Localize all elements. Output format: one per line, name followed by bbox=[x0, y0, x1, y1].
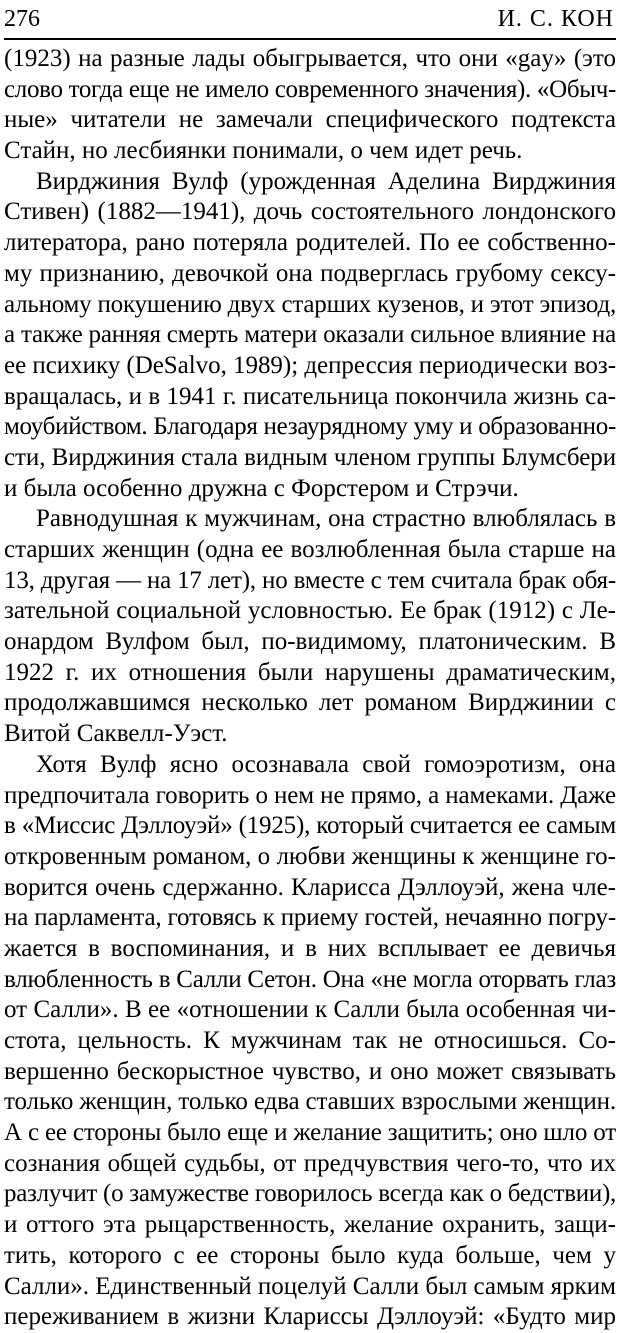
text-line: и оттого эта рыцарственность, желание охранить, защи- bbox=[4, 1211, 616, 1239]
text-line: сти, Вирджиния стала видным членом группы Блумсбери bbox=[4, 443, 616, 471]
text-line: разлучит (о замужестве говорилось всегда как о бедствии), bbox=[4, 1180, 616, 1208]
text-line: Стивен) (1882—1941), дочь состоятельного лондонского bbox=[4, 198, 616, 226]
text-line: старших женщин (одна ее возлюбленная была старше на bbox=[4, 536, 616, 563]
text-line: му признанию, девочкой она подверглась грубому сексу- bbox=[4, 259, 616, 287]
running-head bbox=[4, 2, 616, 36]
text-line: вращалась, и в 1941 г. писательница покончила жизнь са- bbox=[4, 382, 616, 410]
text-line: ворится очень сдержанно. Кларисса Дэллоуэй, жена чле- bbox=[4, 873, 616, 901]
text-line: стота, цельность. К мужчинам так не относишься. Со- bbox=[4, 1027, 616, 1054]
text-line: ее психику (DeSalvo, 1989); депрессия периодически воз- bbox=[4, 351, 616, 379]
book-page bbox=[4, 0, 616, 1331]
text-line: А с ее стороны было еще и желание защитить; оно шло от bbox=[4, 1119, 616, 1147]
page-number: 276 bbox=[4, 6, 40, 32]
text-line: Хотя Вулф ясно осознавала свой гомоэротизм, она bbox=[36, 750, 616, 778]
text-line: Равнодушная к мужчинам, она страстно влюблялась в bbox=[36, 505, 616, 533]
text-line: альному покушению двух старших кузенов, и этот эпизод, bbox=[4, 290, 616, 318]
running-head-author: И. С. КОН bbox=[497, 6, 614, 32]
text-line: Стайн, но лесбиянки понимали, о чем идет речь. bbox=[4, 137, 523, 165]
text-line: онардом Вулфом был, по-видимому, платоническим. В bbox=[4, 628, 616, 656]
text-line: на парламента, готовясь к приему гостей, нечаянно погру- bbox=[4, 904, 616, 932]
body-text bbox=[4, 44, 616, 1333]
text-line: только женщин, только едва ставших взрослыми женщин. bbox=[4, 1088, 616, 1116]
text-line: продолжавшимся несколько лет романом Вирджинии с bbox=[4, 689, 616, 717]
text-line: откровенным романом, о любви женщины к женщине го- bbox=[4, 842, 616, 870]
text-line: слово тогда еще не имело современного значения). «Обыч- bbox=[4, 75, 616, 103]
text-line: от Салли». В ее «отношении к Салли была особенная чи- bbox=[4, 996, 616, 1024]
text-line: влюбленность в Салли Сетон. Она «не могла оторвать глаз bbox=[4, 965, 616, 993]
text-line: Салли». Единственный поцелуй Салли был самым ярким bbox=[4, 1272, 616, 1300]
text-line: и была особенно дружна с Форстером и Стрэчи. bbox=[4, 474, 519, 502]
text-line: сознания общей судьбы, от предчувствия чего-то, что их bbox=[4, 1149, 616, 1177]
text-line: предпочитала говорить о нем не прямо, а намеками. Даже bbox=[4, 781, 616, 809]
text-line: в «Миссис Дэллоуэй» (1925), который считается ее самым bbox=[4, 812, 616, 840]
header-rule bbox=[4, 38, 616, 40]
text-line: а также ранняя смерть матери оказали сильное влияние на bbox=[4, 321, 616, 349]
text-line: жается в воспоминания, и в них всплывает ее девичья bbox=[4, 934, 616, 962]
text-line: переживанием в жизни Клариссы Дэллоуэй: «Будто мир bbox=[4, 1303, 616, 1331]
text-line: моубийством. Благодаря незаурядному уму и образованно- bbox=[4, 413, 616, 441]
text-line: Витой Саквелл-Уэст. bbox=[4, 720, 228, 748]
text-line: (1923) на разные лады обыгрывается, что они «gay» (это bbox=[4, 45, 616, 72]
text-line: литератора, рано потеряла родителей. По ее собственно- bbox=[4, 229, 616, 257]
text-line: ные» читатели не замечали специфического подтекста bbox=[4, 106, 616, 134]
text-line: вершенно бескорыстное чувство, и оно может связывать bbox=[4, 1057, 616, 1085]
text-line: тить, которого с ее стороны было куда больше, чем у bbox=[4, 1241, 616, 1269]
text-line: Вирджиния Вулф (урожденная Аделина Вирджиния bbox=[36, 167, 616, 195]
text-line: зательной социальной условностью. Ее брак (1912) с Ле- bbox=[4, 597, 616, 625]
text-line: 13, другая — на 17 лет), но вместе с тем считала брак обя- bbox=[4, 566, 616, 594]
text-line: 1922 г. их отношения были нарушены драматическим, bbox=[4, 658, 616, 686]
